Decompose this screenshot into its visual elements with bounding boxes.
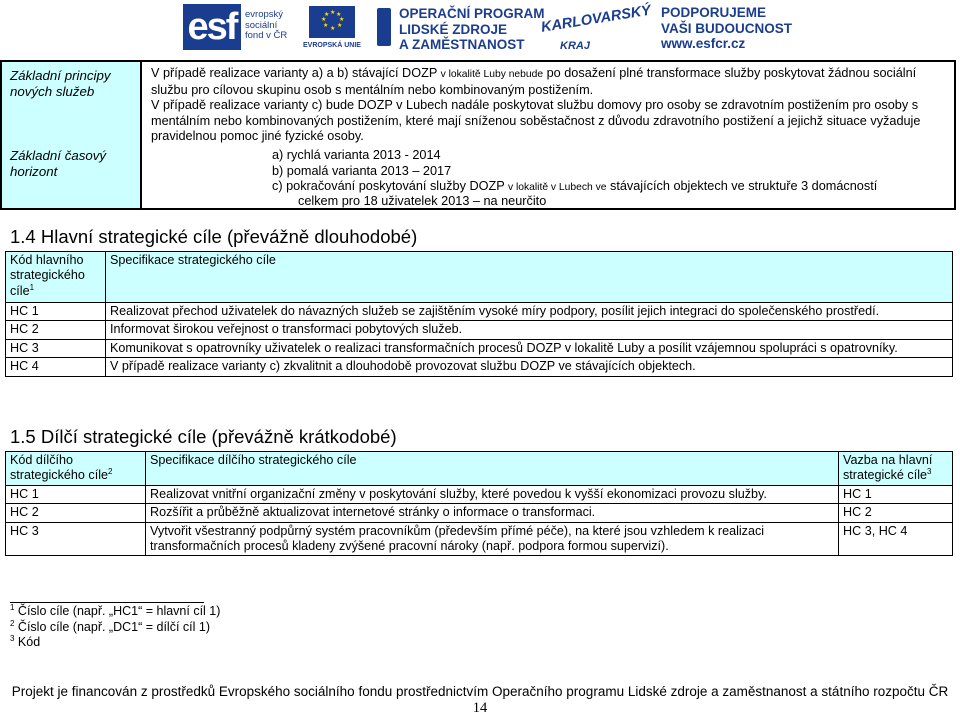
- table-header-row: [6, 452, 953, 486]
- header-main-goal-spec: Specifikace strategického cíle: [106, 252, 953, 303]
- table-row: [6, 339, 953, 357]
- svg-text:★: ★: [323, 22, 329, 29]
- esf-logo-word: esf: [183, 4, 241, 50]
- section-1-4-heading: 1.4 Hlavní strategické cíle (převážně dlouhodobé): [10, 226, 418, 247]
- esf-logo-subtext: evropský sociální fond v ČR: [245, 9, 288, 41]
- goal-code: HC 3: [6, 339, 106, 357]
- op-logo-text: OPERAČNÍ PROGRAM LIDSKÉ ZDROJE A ZAMĚSTNANOST: [399, 6, 545, 52]
- partial-goal-text: Realizovat vnitřní organizační změny v poskytování služby, které povedou k vyšší ekonomizaci provozu služby.: [146, 485, 839, 503]
- header-partial-goal-spec: Specifikace dílčího strategického cíle: [146, 452, 839, 486]
- partial-goal-text: Vytvořit všestranný podpůrný systém pracovníkům (především přímé péče), na které jsou vzhledem k realizaci transformačních procesů kladeny zvýšené pracovní nároky (např. podpora formou supervizí).: [146, 522, 839, 556]
- esf-logo: [183, 4, 371, 50]
- partial-goal-link: HC 3, HC 4: [839, 522, 953, 556]
- label-time-horizon: Základní časový horizont: [10, 148, 107, 179]
- funding-footer: Projekt je financován z prostředků Evropského sociálního fondu prostřednictvím Operačního programu Lidské zdroje a zaměstnanost a státního rozpočtu ČR: [11, 684, 949, 699]
- footnote-3: $^3$ Kód: [10, 633, 41, 649]
- goal-code: HC 4: [6, 358, 106, 376]
- op-logo: [377, 6, 545, 52]
- table-row: [6, 303, 953, 321]
- list-item-c-continued: celkem pro 18 uživatelek 2013 – na neurčito: [298, 194, 547, 208]
- footnotes: [10, 604, 220, 651]
- partial-goal-code: HC 2: [6, 504, 146, 522]
- table-row: [6, 321, 953, 339]
- list-item-c: c) pokračování poskytování služby DOZP v lokalitě v Lubech ve stávajících objektech ve struktuře 3 domácností: [272, 179, 878, 193]
- table-row: [6, 485, 953, 503]
- partial-goal-link: HC 2: [839, 504, 953, 522]
- principles-text: [151, 66, 951, 145]
- partial-goal-code: HC 1: [6, 485, 146, 503]
- page-number: 14: [472, 700, 488, 716]
- paragraph-variant-ab: V případě realizace varianty a) a b) stávající DOZP v lokalitě Luby nebude po dosažení plné transformace služby poskytovat žádnou sociální službu pro cílovou skupinu osob s mentálním nebo kombinovaným postižením.: [151, 66, 917, 97]
- svg-text:★: ★: [330, 25, 336, 32]
- kraj-logo-sub: KRAJ: [560, 40, 590, 52]
- goal-text: Komunikovat s opatrovníky uživatelek o realizaci transformačních procesů DOZP v lokalitě Luby a posílit vzájemnou spolupráci s opatrovníky.: [106, 339, 953, 357]
- goal-text: V případě realizace varianty c) zkvalitnit a dlouhodobě provozovat službu DOZP ve stávajících objektech.: [106, 358, 953, 376]
- list-item-b: b) pomalá varianta 2013 – 2017: [272, 164, 452, 178]
- goal-text: Realizovat přechod uživatelek do návazných služeb se zajištěním vysoké míry podpory, posílit jejich integraci do společenského prostředí.: [106, 303, 953, 321]
- esfcr-link[interactable]: www.esfcr.cz: [661, 36, 746, 51]
- footnote-1: $^1$ Číslo cíle (např. „HC1“ = hlavní cíl 1): [10, 602, 221, 618]
- svg-text:★: ★: [339, 16, 345, 23]
- partial-goal-text: Rozšířit a průběžně aktualizovat internetové stránky o informace o transformaci.: [146, 504, 839, 522]
- kraj-logo-word: KARLOVARSKÝ: [540, 2, 653, 36]
- svg-text:★: ★: [336, 11, 342, 18]
- partial-goal-link: HC 1: [839, 485, 953, 503]
- eu-flag-icon: [309, 6, 355, 38]
- label-principles: Základní principy nových služeb: [10, 68, 111, 99]
- eu-label: EVROPSKÁ UNIE: [303, 42, 361, 49]
- svg-text:★: ★: [337, 22, 343, 29]
- goal-code: HC 2: [6, 321, 106, 339]
- table-header-row: [6, 252, 953, 303]
- paragraph-variant-c: V případě realizace varianty c) bude DOZP v Lubech nadále poskytovat službu domovy pro osoby se zdravotním postižením pro osoby s mentálním nebo kombinovaných postižením, které mají sníženou soběstačnost z důvodu zdravotního postižení a jejichž situace vyžaduje pravidelnou pomoc jiné fyzické osoby.: [151, 98, 921, 144]
- svg-text:★: ★: [324, 11, 330, 18]
- partial-goal-code: HC 3: [6, 522, 146, 556]
- header-link-main-goals: Vazba na hlavní strategické cíle$^3$: [839, 452, 953, 486]
- svg-text:★: ★: [330, 9, 336, 16]
- header-partial-goal-code: Kód dílčího strategického cíle$^2$: [6, 452, 146, 486]
- goal-code: HC 1: [6, 303, 106, 321]
- karlovarsky-kraj-logo: [540, 2, 653, 60]
- svg-text:★: ★: [321, 16, 327, 23]
- footnote-separator: [10, 602, 204, 603]
- footnote-2: $^2$ Číslo cíle (např. „DC1“ = dílčí cíl 1): [10, 618, 210, 634]
- table-row: [6, 504, 953, 522]
- goal-text: Informovat širokou veřejnost o transformaci pobytových služeb.: [106, 321, 953, 339]
- list-item-a: a) rychlá varianta 2013 - 2014: [272, 148, 441, 162]
- table-row: [6, 522, 953, 556]
- section-1-5-heading: 1.5 Dílčí strategické cíle (převážně krátkodobé): [10, 426, 397, 447]
- header-main-goal-code: Kód hlavního strategického cíle$^1$: [6, 252, 106, 303]
- op-logo-mark: [377, 8, 391, 46]
- main-goals-table: [5, 251, 953, 377]
- podporujeme-logo: PODPORUJEME VAŠI BUDOUCNOST www.esfcr.cz: [661, 5, 801, 55]
- principles-labels: [2, 62, 142, 208]
- partial-goals-table: [5, 451, 953, 556]
- table-row: [6, 358, 953, 376]
- principles-box: [0, 60, 956, 210]
